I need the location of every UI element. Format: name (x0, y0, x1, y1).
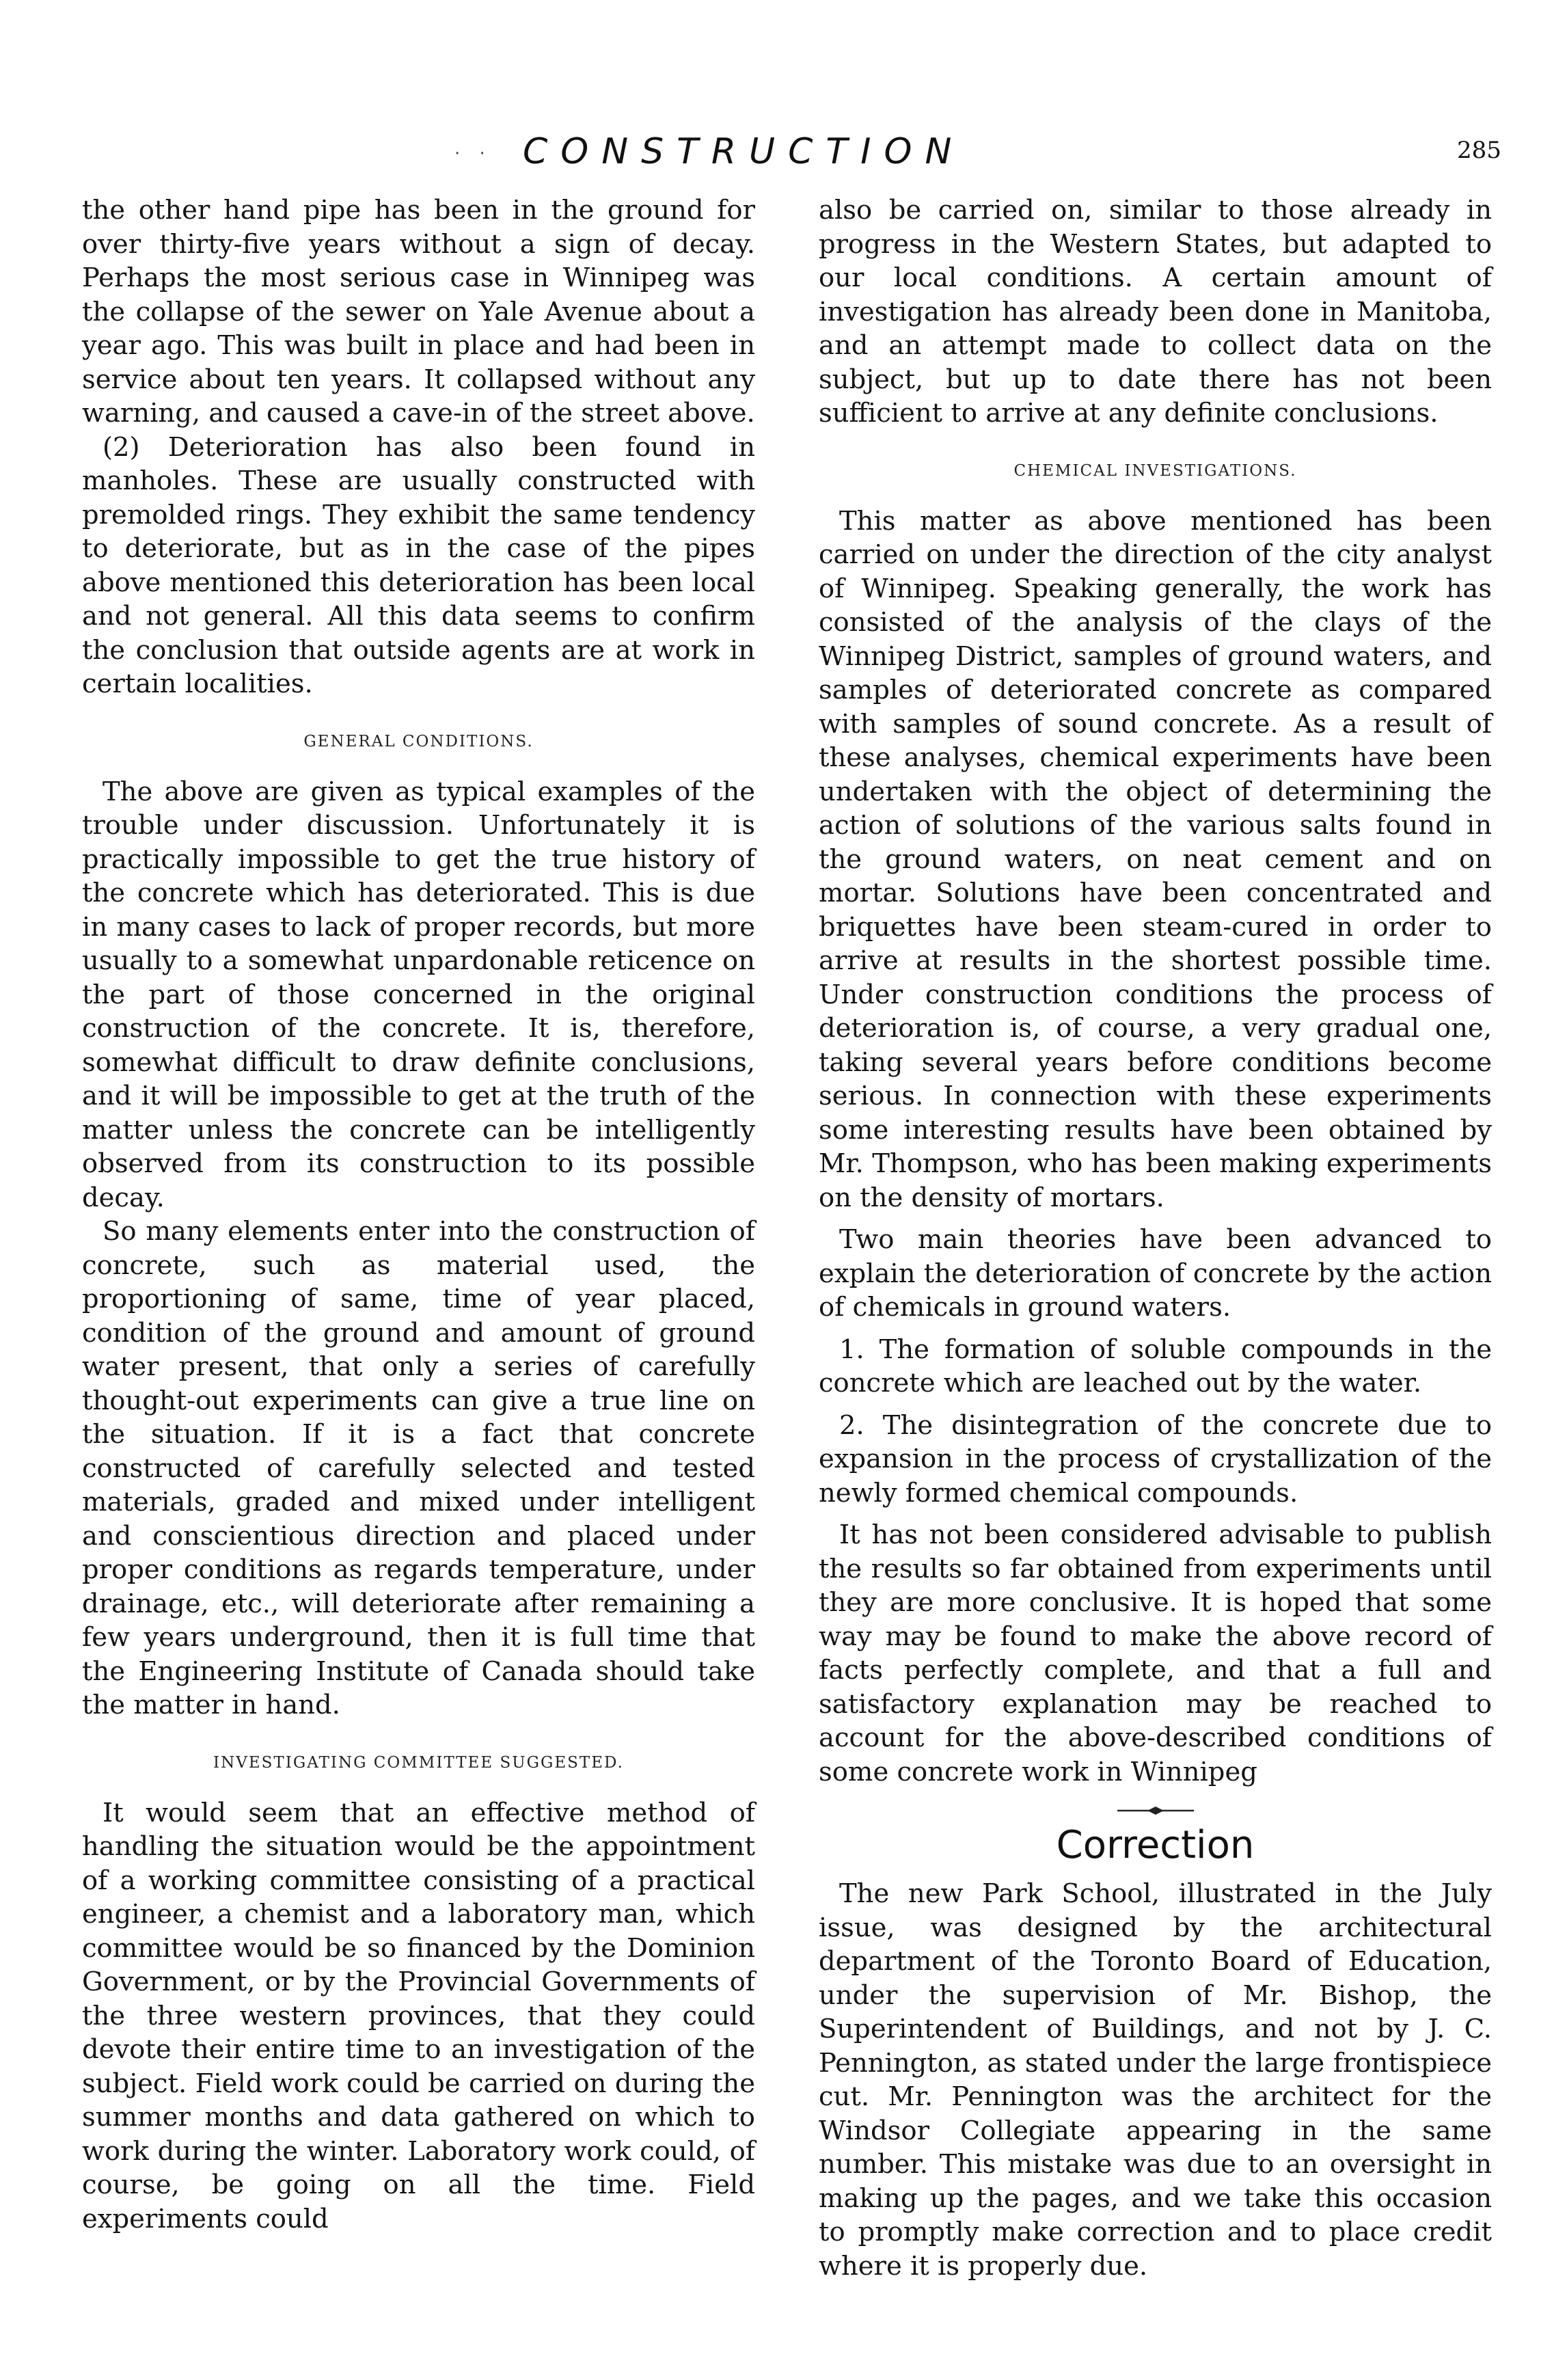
section-heading-investigating-committee: INVESTIGATING COMMITTEE SUGGESTED. (213, 1753, 624, 1772)
left-column (82, 193, 755, 2236)
paragraph: the other hand pipe has been in the ground for over thirty-five years without a sign of decay. Perhaps the most serious case in Winnipeg was the collapse of the sewer on Yale Avenue about a year ago. This was built in place and had been in service about ten years. It collapsed without any warning, and caused a cave-in of the street above. (82, 195, 755, 429)
paragraph: (2) Deterioration has also been found in manholes. These are usually constructed with premolded rings. They exhibit the same tendency to deteriorate, but as in the case of the pipes above mentioned this deterioration has been local and not general. All this data seems to confirm the conclusion that outside agents are at work in certain localities. (82, 431, 755, 699)
paragraph: The above are given as typical examples of the trouble under discussion. Unfortunately it is practically impossible to get the true history of the concrete which has deteriorated. This is due in many cases to lack of proper records, but more usually to a somewhat unpardonable reticence on the part of those concerned in the original construction of the concrete. It is, therefore, somewhat difficult to draw definite conclusions, and it will be impossible to get at the truth of the matter unless the concrete can be intelligently observed from its construction to its possible decay. (82, 776, 755, 1213)
right-column (819, 193, 1492, 2283)
paragraph: This matter as above mentioned has been carried on under the direction of the city analyst of Winnipeg. Speaking generally, the work has consisted of the analysis of the clays of the Winnipeg District, samples of ground waters, and samples of deteriorated concrete as compared with samples of sound concrete. As a result of these analyses, chemical experiments have been undertaken with the object of determining the action of solutions of the various salts found in the ground waters, on neat cement and on mortar. Solutions have been concentrated and briquettes have been steam-cured in order to arrive at results in the shortest possible time. Under construction conditions the process of deterioration is, of course, a very gradual one, taking several years before conditions become serious. In connection with these experiments some interesting results have been obtained by Mr. Thompson, who has been making experiments on the density of mortars. (819, 505, 1492, 1213)
paragraph: It would seem that an effective method of handling the situation would be the appointment of a working committee consisting of a practical engineer, a chemist and a laboratory man, which committee would be so financed by the Dominion Government, or by the Provincial Governments of the three western provinces, that they could devote their entire time to an investigation of the subject. Field work could be carried on during the summer months and data gathered on which to work during the winter. Laboratory work could, of course, be going on all the time. Field experiments could (82, 1797, 755, 2234)
journal-title: CONSTRUCTION (523, 131, 965, 172)
header-dots: · · (454, 144, 492, 164)
running-head (0, 131, 1567, 179)
paragraph: Two main theories have been advanced to explain the deterioration of concrete by the action of chemicals in ground waters. (819, 1224, 1492, 1323)
paragraph: So many elements enter into the construction of concrete, such as material used, the proportioning of same, time of year placed, condition of the ground and amount of ground water present, that only a series of carefully thought-out experiments can give a true line on the situation. If it is a fact that concrete constructed of carefully selected and tested materials, graded and mixed under intelligent and conscientious direction and placed under proper conditions as regards temperature, under drainage, etc., will deteriorate after remaining a few years underground, then it is full time that the Engineering Institute of Canada should take the matter in hand. (82, 1216, 755, 1720)
section-heading-chemical-investigations: CHEMICAL INVESTIGATIONS. (1013, 461, 1297, 480)
correction-paragraph: The new Park School, illustrated in the July issue, was designed by the architectural department of the Toronto Board of Education, under the supervision of Mr. Bishop, the Superintendent of Buildings, and not by J. C. Pennington, as stated under the large frontispiece cut. Mr. Pennington was the architect for the Windsor Collegiate appearing in the same number. This mistake was due to an oversight in making up the pages, and we take this occasion to promptly make correction and to place credit where it is properly due. (819, 1878, 1492, 2282)
divider-ornament-icon (1115, 1804, 1197, 1817)
correction-title: Correction (1056, 1823, 1255, 1867)
paragraph: also be carried on, similar to those already in progress in the Western States, but adapted to our local conditions. A certain amount of investigation has already been done in Manitoba, and an attempt made to collect data on the subject, but up to date there has not been sufficient to arrive at any definite conclusions. (819, 195, 1492, 429)
page-number: 285 (1457, 137, 1501, 164)
section-heading-general-conditions: GENERAL CONDITIONS. (303, 732, 534, 750)
list-item: 1. The formation of soluble compounds in the concrete which are leached out by the water. (819, 1334, 1492, 1398)
list-item: 2. The disintegration of the concrete due to expansion in the process of crystallization of the newly formed chemical compounds. (819, 1409, 1492, 1509)
paragraph: It has not been considered advisable to publish the results so far obtained from experiments until they are more conclusive. It is hoped that some way may be found to make the above record of facts perfectly complete, and that a full and satisfactory explanation may be reached to account for the above-described conditions of some concrete work in Winnipeg (819, 1519, 1492, 1787)
